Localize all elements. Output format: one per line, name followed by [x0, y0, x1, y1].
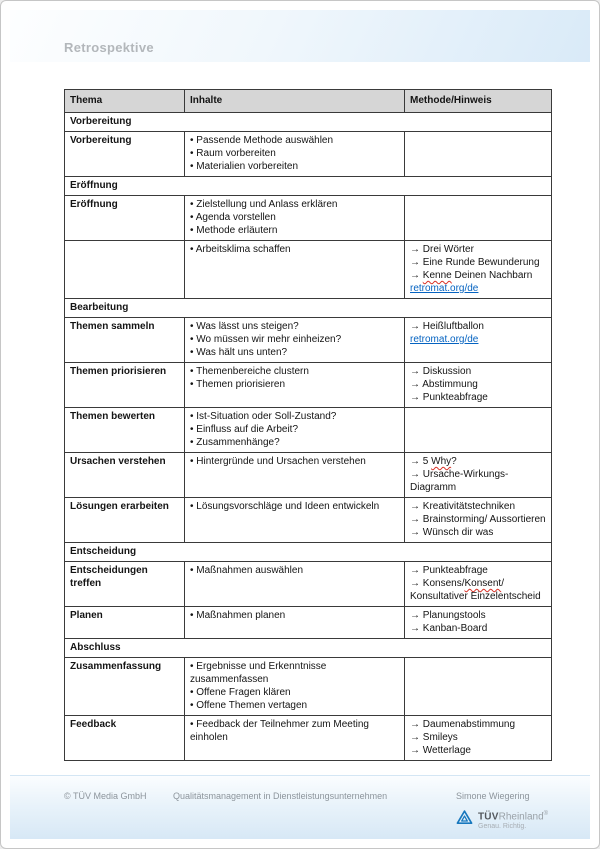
table-row: [65, 562, 552, 607]
logo-brand-light: Rheinland: [498, 811, 544, 823]
section-row: [65, 299, 552, 318]
inhalte-cell: [185, 241, 405, 299]
bullet-item: [190, 423, 400, 436]
retrospective-table-grid: [64, 89, 552, 761]
table-row: [65, 241, 552, 299]
text-part: Ursache-Wirkungs-Diagramm: [410, 469, 509, 493]
arrow-item: [410, 320, 547, 333]
inhalte-cell: [185, 132, 405, 177]
methode-cell: [405, 658, 552, 716]
text-part: Punkteabfrage: [422, 565, 488, 576]
bullet-icon: •: [190, 366, 197, 377]
thema-cell: Zusammenfassung: [65, 658, 185, 716]
tuv-triangle-icon: [456, 809, 473, 826]
arrow-icon: →: [410, 379, 423, 390]
methode-cell: [405, 716, 552, 761]
bullet-icon: •: [190, 225, 197, 236]
bullet-text: Themenbereiche clustern: [196, 366, 309, 377]
text-part: Konsens/: [422, 578, 465, 589]
arrow-icon: →: [410, 514, 423, 525]
table-row: [65, 132, 552, 177]
retromat-link[interactable]: [410, 283, 478, 294]
bullet-icon: •: [190, 565, 197, 576]
bullet-item: [190, 147, 400, 160]
bullet-icon: •: [190, 135, 197, 146]
thema-cell: Eröffnung: [65, 196, 185, 241]
text-part: Eine Runde Bewunderung: [422, 257, 540, 268]
table-header-row: [65, 90, 552, 113]
arrow-item: [410, 365, 547, 378]
arrow-icon: →: [410, 270, 423, 281]
logo-brand-bold: TÜV: [478, 811, 499, 823]
bullet-text: Offene Fragen klären: [196, 687, 291, 698]
arrow-item: [410, 243, 547, 256]
text-part: Konsultativer Einzelentscheid: [410, 591, 541, 602]
bullet-item: [190, 500, 400, 513]
misspelled-word: Kenne: [422, 270, 452, 281]
methode-cell: [405, 607, 552, 639]
bullet-icon: •: [190, 437, 197, 448]
arrow-icon: →: [410, 244, 423, 255]
arrow-icon: →: [410, 392, 423, 403]
bullet-icon: •: [190, 411, 197, 422]
bullet-icon: •: [190, 719, 197, 730]
arrow-item: [410, 731, 547, 744]
text-part: Kanban-Board: [422, 623, 488, 634]
table-row: [65, 607, 552, 639]
arrow-item: [410, 378, 547, 391]
bullet-text: Agenda vorstellen: [195, 212, 276, 223]
bullet-item: [190, 346, 400, 359]
bullet-item: [190, 365, 400, 378]
text-part: Brainstorming/ Aussortieren: [422, 514, 546, 525]
thema-cell: [65, 241, 185, 299]
table-row: [65, 196, 552, 241]
column-header: Thema: [65, 90, 185, 113]
arrow-item: [410, 718, 547, 731]
inhalte-cell: [185, 658, 405, 716]
arrow-item: [410, 526, 547, 539]
retrospective-table: [64, 89, 551, 761]
bullet-text: Maßnahmen planen: [196, 610, 286, 621]
arrow-item: [410, 500, 547, 513]
inhalte-cell: [185, 716, 405, 761]
methode-cell: [405, 132, 552, 177]
text-part: Wetterlage: [422, 745, 471, 756]
arrow-icon: →: [410, 565, 423, 576]
arrow-item: [410, 391, 547, 404]
bullet-icon: •: [190, 212, 196, 223]
bullet-item: [190, 609, 400, 622]
footer-course-title: Qualitätsmanagement in Dienstleistungsunternehmen: [173, 791, 388, 801]
bullet-text: Einfluss auf die Arbeit?: [196, 424, 299, 435]
arrow-item: [410, 468, 547, 494]
bullet-item: [190, 224, 400, 237]
bullet-item: [190, 564, 400, 577]
bullet-item: [190, 410, 400, 423]
arrow-item: [410, 513, 547, 526]
retromat-link[interactable]: [410, 334, 478, 345]
thema-cell: Feedback: [65, 716, 185, 761]
inhalte-cell: [185, 453, 405, 498]
text-part: Smileys: [422, 732, 458, 743]
thema-cell: Vorbereitung: [65, 132, 185, 177]
bullet-text: Ist-Situation oder Soll-Zustand?: [196, 411, 337, 422]
inhalte-cell: [185, 498, 405, 543]
section-row: [65, 639, 552, 658]
registered-mark-icon: ®: [543, 811, 549, 817]
bullet-icon: •: [190, 347, 197, 358]
bullet-text: Wo müssen wir mehr einheizen?: [196, 334, 342, 345]
text-part: Planungstools: [422, 610, 486, 621]
bullet-text: Themen priorisieren: [196, 379, 286, 390]
methode-cell: [405, 318, 552, 363]
text-part: Kreativitätstechniken: [422, 501, 516, 512]
bullet-item: [190, 436, 400, 449]
table-row: [65, 363, 552, 408]
bullet-item: [190, 660, 400, 686]
page-title: Retrospektive: [64, 40, 154, 55]
text-part: /: [501, 578, 504, 589]
bullet-item: [190, 333, 400, 346]
text-part: ?: [451, 456, 457, 467]
bullet-item: [190, 160, 400, 173]
misspelled-word: Konsent: [464, 578, 502, 589]
copyright-text: © TÜV Media GmbH: [64, 791, 147, 801]
text-part: retromat.org/de: [410, 283, 479, 294]
arrow-icon: →: [410, 469, 423, 480]
bullet-text: Arbeitsklima schaffen: [195, 244, 291, 255]
bullet-text: Feedback der Teilnehmer zum Meeting einholen: [190, 719, 369, 743]
arrow-item: [410, 564, 547, 577]
section-label: Vorbereitung: [65, 113, 552, 132]
bullet-text: Hintergründe und Ursachen verstehen: [196, 456, 366, 467]
bullet-icon: •: [190, 687, 197, 698]
misspelled-word: Why: [431, 456, 452, 467]
text-part: Wünsch dir was: [422, 527, 494, 538]
bullet-text: Was lässt uns steigen?: [196, 321, 299, 332]
table-row: [65, 716, 552, 761]
bullet-icon: •: [190, 610, 197, 621]
section-row: [65, 543, 552, 562]
methode-cell: [405, 498, 552, 543]
bullet-icon: •: [190, 424, 197, 435]
bullet-icon: •: [190, 199, 197, 210]
link-item: [410, 282, 547, 295]
thema-cell: Themen sammeln: [65, 318, 185, 363]
arrow-icon: →: [410, 321, 423, 332]
column-header: Methode/Hinweis: [405, 90, 552, 113]
table-row: [65, 658, 552, 716]
bullet-icon: •: [190, 321, 197, 332]
bullet-item: [190, 134, 400, 147]
bullet-icon: •: [190, 161, 197, 172]
table-row: [65, 318, 552, 363]
arrow-icon: →: [410, 745, 423, 756]
bullet-icon: •: [190, 334, 197, 345]
thema-cell: Ursachen verstehen: [65, 453, 185, 498]
thema-cell: Themen priorisieren: [65, 363, 185, 408]
section-label: Abschluss: [65, 639, 552, 658]
bullet-text: Zusammenhänge?: [196, 437, 280, 448]
arrow-icon: →: [410, 610, 423, 621]
bullet-icon: •: [190, 661, 197, 672]
bullet-item: [190, 320, 400, 333]
thema-cell: Entscheidungen treffen: [65, 562, 185, 607]
bullet-item: [190, 211, 400, 224]
bullet-item: [190, 718, 400, 744]
bullet-icon: •: [190, 244, 196, 255]
bullet-item: [190, 198, 400, 211]
text-part: Deinen Nachbarn: [451, 270, 533, 281]
bullet-text: Lösungsvorschläge und Ideen entwickeln: [196, 501, 380, 512]
section-label: Entscheidung: [65, 543, 552, 562]
bullet-icon: •: [190, 379, 197, 390]
text-part: retromat.org/de: [410, 334, 479, 345]
bullet-icon: •: [190, 501, 197, 512]
tuv-logo-text: [478, 809, 548, 830]
arrow-item: [410, 269, 547, 282]
arrow-icon: →: [410, 719, 423, 730]
bullet-text: Offene Themen vertagen: [196, 700, 308, 711]
arrow-item: [410, 622, 547, 635]
methode-cell: [405, 241, 552, 299]
bullet-text: Maßnahmen auswählen: [196, 565, 304, 576]
text-part: Punkteabfrage: [422, 392, 488, 403]
arrow-icon: →: [410, 732, 423, 743]
methode-cell: [405, 196, 552, 241]
text-part: Heißluftballon: [422, 321, 484, 332]
bullet-item: [190, 243, 400, 256]
bullet-item: [190, 686, 400, 699]
table-row: [65, 408, 552, 453]
arrow-icon: →: [410, 527, 423, 538]
text-part: Abstimmung: [422, 379, 478, 390]
arrow-icon: →: [410, 456, 423, 467]
bullet-item: [190, 455, 400, 468]
methode-cell: [405, 562, 552, 607]
bullet-item: [190, 378, 400, 391]
arrow-icon: →: [410, 578, 423, 589]
arrow-item: [410, 744, 547, 757]
table-row: [65, 453, 552, 498]
logo-tagline: Genau. Richtig.: [478, 823, 527, 831]
bullet-text: Methode erläutern: [196, 225, 278, 236]
page-footer-band: [10, 775, 590, 839]
page-header-band: [10, 10, 590, 62]
section-label: Eröffnung: [65, 177, 552, 196]
table-row: [65, 498, 552, 543]
arrow-item: [410, 256, 547, 269]
arrow-item: [410, 455, 547, 468]
bullet-icon: •: [190, 148, 197, 159]
inhalte-cell: [185, 562, 405, 607]
inhalte-cell: [185, 318, 405, 363]
arrow-icon: →: [410, 257, 423, 268]
bullet-item: [190, 699, 400, 712]
methode-cell: [405, 453, 552, 498]
inhalte-cell: [185, 196, 405, 241]
arrow-item: [410, 577, 547, 603]
methode-cell: [405, 408, 552, 453]
inhalte-cell: [185, 408, 405, 453]
bullet-text: Ergebnisse und Erkenntnisse zusammenfassen: [190, 661, 327, 685]
bullet-text: Raum vorbereiten: [196, 148, 276, 159]
text-part: 5: [422, 456, 432, 467]
bullet-text: Was hält uns unten?: [196, 347, 288, 358]
section-label: Bearbeitung: [65, 299, 552, 318]
thema-cell: Planen: [65, 607, 185, 639]
arrow-icon: →: [410, 623, 423, 634]
methode-cell: [405, 363, 552, 408]
bullet-icon: •: [190, 700, 197, 711]
tuv-rheinland-logo: [456, 809, 548, 830]
link-item: [410, 333, 547, 346]
section-row: [65, 113, 552, 132]
column-header: Inhalte: [185, 90, 405, 113]
text-part: Diskussion: [422, 366, 472, 377]
thema-cell: Themen bewerten: [65, 408, 185, 453]
bullet-text: Materialien vorbereiten: [196, 161, 298, 172]
text-part: Daumenabstimmung: [422, 719, 516, 730]
footer-author: Simone Wiegering: [456, 791, 530, 801]
inhalte-cell: [185, 607, 405, 639]
arrow-item: [410, 609, 547, 622]
bullet-text: Zielstellung und Anlass erklären: [196, 199, 338, 210]
inhalte-cell: [185, 363, 405, 408]
text-part: Drei Wörter: [422, 244, 474, 255]
arrow-icon: →: [410, 366, 423, 377]
thema-cell: Lösungen erarbeiten: [65, 498, 185, 543]
arrow-icon: →: [410, 501, 423, 512]
section-row: [65, 177, 552, 196]
bullet-icon: •: [190, 456, 197, 467]
bullet-text: Passende Methode auswählen: [196, 135, 334, 146]
